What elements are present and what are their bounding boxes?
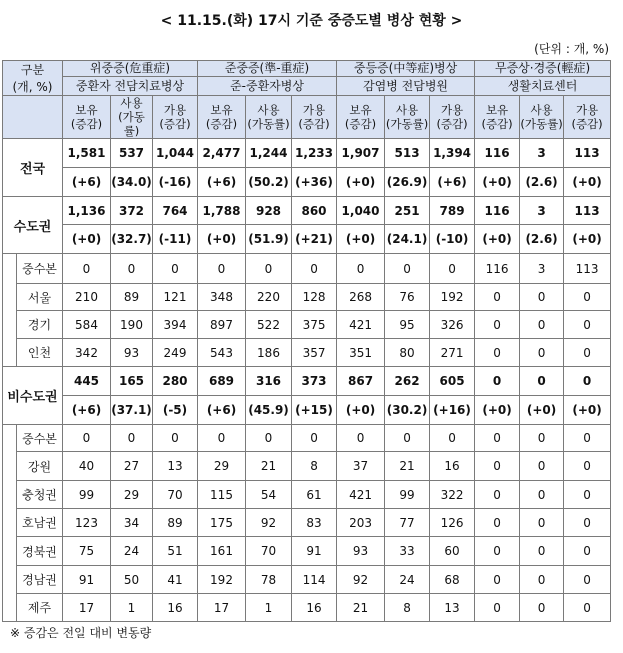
value-cell: 0 xyxy=(520,509,564,537)
table-row xyxy=(3,537,611,566)
value-cell: 0 xyxy=(385,425,430,452)
col-label: 가용 xyxy=(440,103,464,117)
delta-cell: (+6) xyxy=(63,168,111,197)
value-cell: 522 xyxy=(246,311,292,339)
value-cell: 1,233 xyxy=(292,139,337,168)
value-cell: 0 xyxy=(564,537,611,566)
col-critical-used xyxy=(111,96,153,139)
value-cell: 70 xyxy=(153,481,198,509)
value-cell: 3 xyxy=(520,139,564,168)
value-cell: 268 xyxy=(337,284,385,311)
delta-cell: (34.0) xyxy=(111,168,153,197)
value-cell: 116 xyxy=(475,139,520,168)
value-cell: 77 xyxy=(385,509,430,537)
table-row xyxy=(3,284,611,311)
value-cell: 113 xyxy=(564,254,611,284)
value-cell: 175 xyxy=(198,509,246,537)
value-cell: 16 xyxy=(430,452,475,481)
col-mild-used xyxy=(520,96,564,139)
value-cell: 860 xyxy=(292,197,337,225)
col-label: 사용 xyxy=(395,103,419,117)
value-cell: 0 xyxy=(520,452,564,481)
value-cell: 0 xyxy=(564,311,611,339)
value-cell: 21 xyxy=(337,594,385,622)
delta-cell: (+6) xyxy=(198,168,246,197)
value-cell: 326 xyxy=(430,311,475,339)
value-cell: 322 xyxy=(430,481,475,509)
value-cell: 92 xyxy=(337,566,385,594)
delta-cell: (30.2) xyxy=(385,396,430,425)
col-sublabel: (증감) xyxy=(159,117,191,131)
value-cell: 0 xyxy=(475,452,520,481)
delta-cell: (+0) xyxy=(564,225,611,254)
value-cell: 24 xyxy=(385,566,430,594)
value-cell: 165 xyxy=(111,367,153,396)
value-cell: 91 xyxy=(63,566,111,594)
value-cell: 93 xyxy=(111,339,153,367)
delta-cell: (50.2) xyxy=(246,168,292,197)
value-cell: 342 xyxy=(63,339,111,367)
group-mild: 무증상·경증(輕症) xyxy=(475,61,611,77)
footnote: ※ 증감은 전일 대비 변동량 xyxy=(10,626,152,640)
value-cell: 13 xyxy=(153,452,198,481)
value-cell: 116 xyxy=(475,197,520,225)
col-label: 보유 xyxy=(210,103,233,117)
value-cell: 21 xyxy=(385,452,430,481)
value-cell: 2,477 xyxy=(198,139,246,168)
value-cell: 0 xyxy=(520,594,564,622)
table-row xyxy=(3,254,611,284)
value-cell: 421 xyxy=(337,481,385,509)
group-critical: 위중증(危重症) xyxy=(63,61,198,77)
indent-spacer xyxy=(3,425,17,622)
col-critical-available xyxy=(153,96,198,139)
value-cell: 37 xyxy=(337,452,385,481)
delta-cell: (+15) xyxy=(292,396,337,425)
col-label: 사용 xyxy=(120,96,143,110)
value-cell: 114 xyxy=(292,566,337,594)
value-cell: 0 xyxy=(564,339,611,367)
value-cell: 375 xyxy=(292,311,337,339)
delta-cell: (+6) xyxy=(63,396,111,425)
value-cell: 0 xyxy=(564,452,611,481)
delta-cell: (+0) xyxy=(198,225,246,254)
table-row xyxy=(3,566,611,594)
value-cell: 21 xyxy=(246,452,292,481)
value-cell: 280 xyxy=(153,367,198,396)
value-cell: 61 xyxy=(292,481,337,509)
col-semi-critical-used xyxy=(246,96,292,139)
value-cell: 0 xyxy=(337,254,385,284)
value-cell: 80 xyxy=(385,339,430,367)
value-cell: 40 xyxy=(63,452,111,481)
value-cell: 50 xyxy=(111,566,153,594)
value-cell: 0 xyxy=(475,537,520,566)
delta-cell: (+0) xyxy=(475,168,520,197)
col-critical-owned xyxy=(63,96,111,139)
value-cell: 29 xyxy=(198,452,246,481)
row-label-sub: 중수본 xyxy=(17,425,63,452)
table-row xyxy=(3,396,611,425)
value-cell: 203 xyxy=(337,509,385,537)
value-cell: 75 xyxy=(63,537,111,566)
col-mild-available xyxy=(564,96,611,139)
delta-cell: (+36) xyxy=(292,168,337,197)
value-cell: 17 xyxy=(198,594,246,622)
value-cell: 0 xyxy=(430,254,475,284)
table-row xyxy=(3,339,611,367)
row-label-sub: 서울 xyxy=(17,284,63,311)
delta-cell: (+21) xyxy=(292,225,337,254)
row-label-noncapital: 비수도권 xyxy=(3,367,63,425)
value-cell: 249 xyxy=(153,339,198,367)
row-label-sub: 경기 xyxy=(17,311,63,339)
value-cell: 0 xyxy=(475,367,520,396)
page-title: < 11.15.(화) 17시 기준 중증도별 병상 현황 > xyxy=(160,13,463,29)
value-cell: 8 xyxy=(292,452,337,481)
delta-cell: (2.6) xyxy=(520,225,564,254)
value-cell: 83 xyxy=(292,509,337,537)
row-label-capital: 수도권 xyxy=(3,197,63,254)
value-cell: 54 xyxy=(246,481,292,509)
sub-moderate: 감염병 전담병원 xyxy=(337,76,475,95)
value-cell: 0 xyxy=(564,566,611,594)
col-label: 보유 xyxy=(349,103,372,117)
value-cell: 251 xyxy=(385,197,430,225)
value-cell: 0 xyxy=(520,537,564,566)
value-cell: 348 xyxy=(198,284,246,311)
value-cell: 0 xyxy=(63,254,111,284)
value-cell: 0 xyxy=(520,284,564,311)
header-blank xyxy=(3,96,63,139)
delta-cell: (+16) xyxy=(430,396,475,425)
delta-cell: (+0) xyxy=(475,396,520,425)
row-label-sub: 강원 xyxy=(17,452,63,481)
value-cell: 0 xyxy=(63,425,111,452)
value-cell: 0 xyxy=(292,425,337,452)
delta-cell: (+0) xyxy=(475,225,520,254)
col-sublabel: (가동률) xyxy=(118,110,145,138)
value-cell: 186 xyxy=(246,339,292,367)
value-cell: 34 xyxy=(111,509,153,537)
value-cell: 1,788 xyxy=(198,197,246,225)
delta-cell: (24.1) xyxy=(385,225,430,254)
value-cell: 0 xyxy=(564,425,611,452)
value-cell: 0 xyxy=(520,339,564,367)
delta-cell: (-11) xyxy=(153,225,198,254)
value-cell: 76 xyxy=(385,284,430,311)
value-cell: 3 xyxy=(520,254,564,284)
bed-status-table xyxy=(2,60,611,622)
delta-cell: (37.1) xyxy=(111,396,153,425)
value-cell: 543 xyxy=(198,339,246,367)
value-cell: 928 xyxy=(246,197,292,225)
value-cell: 99 xyxy=(385,481,430,509)
col-label: 보유 xyxy=(75,103,98,117)
table-row xyxy=(3,425,611,452)
delta-cell: (2.6) xyxy=(520,168,564,197)
delta-cell: (-5) xyxy=(153,396,198,425)
value-cell: 1,907 xyxy=(337,139,385,168)
value-cell: 29 xyxy=(111,481,153,509)
value-cell: 0 xyxy=(475,594,520,622)
value-cell: 0 xyxy=(246,425,292,452)
value-cell: 0 xyxy=(475,566,520,594)
table-row xyxy=(3,225,611,254)
delta-cell: (32.7) xyxy=(111,225,153,254)
value-cell: 0 xyxy=(564,367,611,396)
col-sublabel: (증감) xyxy=(205,117,238,131)
value-cell: 113 xyxy=(564,139,611,168)
table-row xyxy=(3,452,611,481)
value-cell: 1 xyxy=(111,594,153,622)
value-cell: 24 xyxy=(111,537,153,566)
value-cell: 210 xyxy=(63,284,111,311)
row-label-sub: 경남권 xyxy=(17,566,63,594)
value-cell: 161 xyxy=(198,537,246,566)
value-cell: 867 xyxy=(337,367,385,396)
value-cell: 60 xyxy=(430,537,475,566)
col-label: 보유 xyxy=(485,103,509,117)
col-moderate-available xyxy=(430,96,475,139)
value-cell: 93 xyxy=(337,537,385,566)
value-cell: 128 xyxy=(292,284,337,311)
value-cell: 1,244 xyxy=(246,139,292,168)
col-sublabel: (가동률) xyxy=(385,117,429,131)
value-cell: 92 xyxy=(246,509,292,537)
col-label: 사용 xyxy=(530,103,553,117)
col-sublabel: (증감) xyxy=(436,117,468,131)
value-cell: 192 xyxy=(430,284,475,311)
value-cell: 17 xyxy=(63,594,111,622)
table-row xyxy=(3,367,611,396)
value-cell: 262 xyxy=(385,367,430,396)
value-cell: 1,581 xyxy=(63,139,111,168)
value-cell: 220 xyxy=(246,284,292,311)
delta-cell: (+0) xyxy=(337,396,385,425)
row-label-national: 전국 xyxy=(3,139,63,197)
row-label-sub: 호남권 xyxy=(17,509,63,537)
value-cell: 192 xyxy=(198,566,246,594)
col-label: 가용 xyxy=(575,103,599,117)
col-moderate-used xyxy=(385,96,430,139)
row-label-sub: 충청권 xyxy=(17,481,63,509)
table-header xyxy=(3,61,611,139)
value-cell: 95 xyxy=(385,311,430,339)
value-cell: 78 xyxy=(246,566,292,594)
row-label-sub: 경북권 xyxy=(17,537,63,566)
delta-cell: (-16) xyxy=(153,168,198,197)
value-cell: 0 xyxy=(475,425,520,452)
value-cell: 116 xyxy=(475,254,520,284)
delta-cell: (+6) xyxy=(198,396,246,425)
value-cell: 764 xyxy=(153,197,198,225)
value-cell: 445 xyxy=(63,367,111,396)
row-label-sub: 중수본 xyxy=(17,254,63,284)
table-row xyxy=(3,311,611,339)
value-cell: 0 xyxy=(337,425,385,452)
col-sublabel: (가동률) xyxy=(520,117,563,131)
unit-label: (단위 : 개, %) xyxy=(534,42,609,56)
value-cell: 1,044 xyxy=(153,139,198,168)
value-cell: 373 xyxy=(292,367,337,396)
value-cell: 357 xyxy=(292,339,337,367)
value-cell: 68 xyxy=(430,566,475,594)
table-body xyxy=(3,139,611,622)
value-cell: 0 xyxy=(520,425,564,452)
value-cell: 89 xyxy=(111,284,153,311)
value-cell: 99 xyxy=(63,481,111,509)
value-cell: 0 xyxy=(475,509,520,537)
delta-cell: (51.9) xyxy=(246,225,292,254)
table-row xyxy=(3,509,611,537)
value-cell: 421 xyxy=(337,311,385,339)
col-semi-critical-owned xyxy=(198,96,246,139)
delta-cell: (+0) xyxy=(337,225,385,254)
table-row xyxy=(3,481,611,509)
value-cell: 3 xyxy=(520,197,564,225)
value-cell: 13 xyxy=(430,594,475,622)
delta-cell: (+0) xyxy=(564,168,611,197)
value-cell: 316 xyxy=(246,367,292,396)
value-cell: 897 xyxy=(198,311,246,339)
delta-cell: (+0) xyxy=(337,168,385,197)
value-cell: 0 xyxy=(246,254,292,284)
group-semi-critical: 준중증(準-重症) xyxy=(198,61,337,77)
header-gubun xyxy=(3,61,63,96)
indent-spacer xyxy=(3,254,17,367)
delta-cell: (-10) xyxy=(430,225,475,254)
value-cell: 0 xyxy=(475,481,520,509)
value-cell: 0 xyxy=(520,481,564,509)
table-row xyxy=(3,594,611,622)
column-header-row xyxy=(3,96,611,139)
value-cell: 372 xyxy=(111,197,153,225)
gubun-label: 구분 xyxy=(20,63,45,77)
value-cell: 394 xyxy=(153,311,198,339)
value-cell: 0 xyxy=(520,566,564,594)
table-row xyxy=(3,139,611,168)
col-label: 가용 xyxy=(302,103,326,117)
value-cell: 51 xyxy=(153,537,198,566)
table-row xyxy=(3,197,611,225)
value-cell: 70 xyxy=(246,537,292,566)
value-cell: 121 xyxy=(153,284,198,311)
delta-cell: (+0) xyxy=(63,225,111,254)
delta-cell: (+0) xyxy=(520,396,564,425)
col-sublabel: (증감) xyxy=(344,117,377,131)
value-cell: 0 xyxy=(475,311,520,339)
delta-cell: (+6) xyxy=(430,168,475,197)
value-cell: 0 xyxy=(564,481,611,509)
col-sublabel: (증감) xyxy=(481,117,513,131)
col-sublabel: (증감) xyxy=(571,117,603,131)
row-label-sub: 인천 xyxy=(17,339,63,367)
col-moderate-owned xyxy=(337,96,385,139)
value-cell: 8 xyxy=(385,594,430,622)
value-cell: 0 xyxy=(111,254,153,284)
value-cell: 789 xyxy=(430,197,475,225)
col-label: 사용 xyxy=(257,103,280,117)
value-cell: 0 xyxy=(198,425,246,452)
value-cell: 115 xyxy=(198,481,246,509)
value-cell: 41 xyxy=(153,566,198,594)
value-cell: 1,040 xyxy=(337,197,385,225)
value-cell: 537 xyxy=(111,139,153,168)
value-cell: 0 xyxy=(292,254,337,284)
value-cell: 190 xyxy=(111,311,153,339)
value-cell: 1,394 xyxy=(430,139,475,168)
value-cell: 584 xyxy=(63,311,111,339)
value-cell: 0 xyxy=(385,254,430,284)
value-cell: 0 xyxy=(111,425,153,452)
value-cell: 89 xyxy=(153,509,198,537)
value-cell: 605 xyxy=(430,367,475,396)
col-label: 가용 xyxy=(163,103,187,117)
col-mild-owned xyxy=(475,96,520,139)
value-cell: 0 xyxy=(564,509,611,537)
delta-cell: (26.9) xyxy=(385,168,430,197)
value-cell: 0 xyxy=(520,311,564,339)
value-cell: 16 xyxy=(153,594,198,622)
sub-critical: 중환자 전담치료병상 xyxy=(63,76,198,95)
col-sublabel: (가동률) xyxy=(247,117,290,131)
col-sublabel: (증감) xyxy=(298,117,330,131)
value-cell: 16 xyxy=(292,594,337,622)
value-cell: 0 xyxy=(564,594,611,622)
value-cell: 126 xyxy=(430,509,475,537)
row-label-sub: 제주 xyxy=(17,594,63,622)
sub-semi-critical: 준-중환자병상 xyxy=(198,76,337,95)
value-cell: 0 xyxy=(475,339,520,367)
value-cell: 689 xyxy=(198,367,246,396)
sub-mild: 생활치료센터 xyxy=(475,76,611,95)
value-cell: 513 xyxy=(385,139,430,168)
value-cell: 27 xyxy=(111,452,153,481)
value-cell: 1 xyxy=(246,594,292,622)
value-cell: 0 xyxy=(198,254,246,284)
value-cell: 0 xyxy=(520,367,564,396)
value-cell: 271 xyxy=(430,339,475,367)
value-cell: 351 xyxy=(337,339,385,367)
value-cell: 123 xyxy=(63,509,111,537)
value-cell: 0 xyxy=(475,284,520,311)
delta-cell: (+0) xyxy=(564,396,611,425)
table-row xyxy=(3,168,611,197)
value-cell: 0 xyxy=(153,425,198,452)
value-cell: 91 xyxy=(292,537,337,566)
group-moderate: 중등증(中等症)병상 xyxy=(337,61,475,77)
value-cell: 0 xyxy=(564,284,611,311)
value-cell: 0 xyxy=(430,425,475,452)
value-cell: 113 xyxy=(564,197,611,225)
col-semi-critical-available xyxy=(292,96,337,139)
col-sublabel: (증감) xyxy=(70,117,103,131)
value-cell: 33 xyxy=(385,537,430,566)
gubun-unit: (개, %) xyxy=(12,80,53,94)
value-cell: 1,136 xyxy=(63,197,111,225)
value-cell: 0 xyxy=(153,254,198,284)
delta-cell: (45.9) xyxy=(246,396,292,425)
